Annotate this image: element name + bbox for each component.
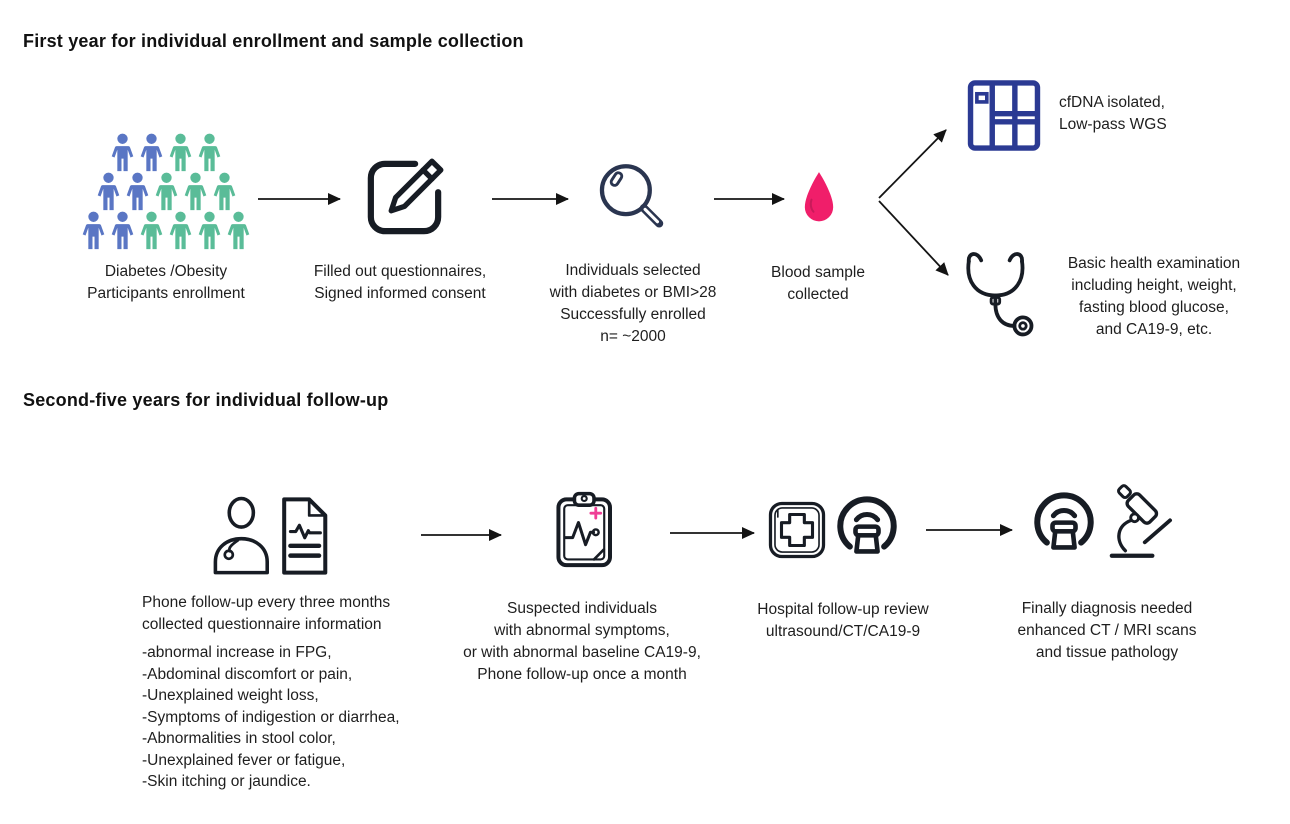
diagnosis-label-line2: enhanced CT / MRI scans xyxy=(1017,622,1197,639)
person-icon xyxy=(80,210,107,251)
magnifier-icon xyxy=(590,156,672,238)
person-icon xyxy=(138,132,165,173)
selection-label xyxy=(521,260,745,348)
microscope-icon xyxy=(1100,481,1176,563)
ultrasound-probe-icon xyxy=(832,492,902,564)
selection-label-line1: Individuals selected xyxy=(565,262,701,279)
phone-symptom-item: -abnormal increase in FPG, xyxy=(142,644,332,661)
arrow-blood-to-exam xyxy=(879,201,948,275)
enrollment-label-line1: Diabetes /Obesity xyxy=(104,263,228,280)
medical-clipboard-icon xyxy=(554,491,618,570)
diagnosis-label xyxy=(995,598,1219,664)
phone-symptom-item: -Symptoms of indigestion or diarrhea, xyxy=(142,708,400,726)
person-icon xyxy=(167,210,194,251)
blood-label-line1: Blood sample xyxy=(771,264,865,281)
wgs-label-line2: Low-pass WGS xyxy=(1059,116,1167,133)
blood-drop-icon xyxy=(799,169,839,227)
phone-followup-label xyxy=(142,592,472,793)
enrollment-label xyxy=(56,261,276,305)
person-icon xyxy=(225,210,252,251)
questionnaire-label-line1: Filled out questionnaires, xyxy=(313,263,487,280)
person-icon xyxy=(196,132,223,173)
crowd-row xyxy=(109,132,223,173)
participants-crowd-icon xyxy=(76,132,256,251)
blood-label xyxy=(760,262,876,306)
wgs-label-line1: cfDNA isolated, xyxy=(1059,94,1165,111)
questionnaire-label-line2: Signed informed consent xyxy=(314,285,486,302)
person-icon xyxy=(211,171,238,212)
diagnosis-label-line3: and tissue pathology xyxy=(1035,644,1179,661)
questionnaire-label xyxy=(292,261,508,305)
person-icon xyxy=(167,132,194,173)
selection-label-line3: Successfully enrolled xyxy=(560,306,706,323)
person-icon xyxy=(153,171,180,212)
crowd-row xyxy=(95,171,238,212)
questionnaire-pencil-icon xyxy=(362,155,447,240)
suspected-label-line1: Suspected individuals xyxy=(507,600,657,617)
hospital-label-line1: Hospital follow-up review xyxy=(757,601,929,618)
hospital-cross-icon xyxy=(766,499,828,561)
crowd-row xyxy=(80,210,252,251)
hospital-label xyxy=(737,599,949,643)
suspected-label-line4: Phone follow-up once a month xyxy=(477,666,687,683)
enrollment-label-line2: Participants enrollment xyxy=(87,285,245,302)
exam-label-line2: including height, weight, xyxy=(1071,277,1237,294)
phone-symptom-item: -Unexplained fever or fatigue, xyxy=(142,751,346,769)
person-icon xyxy=(95,171,122,212)
hospital-label-line2: ultrasound/CT/CA19-9 xyxy=(765,623,921,640)
lab-freezer-icon xyxy=(966,79,1042,152)
exam-label-line1: Basic health examination xyxy=(1067,255,1241,272)
phone-symptom-item: -Abnormalities in stool color, xyxy=(142,730,336,747)
selection-label-line4: n= ~2000 xyxy=(600,328,666,345)
person-icon xyxy=(196,210,223,251)
exam-label-line4: and CA19-9, etc. xyxy=(1095,321,1213,338)
phone-label-line2: collected questionnaire information xyxy=(142,615,382,633)
phone-symptom-item: -Skin itching or jaundice. xyxy=(142,773,311,790)
wgs-label xyxy=(1059,92,1167,136)
suspected-label-line2: with abnormal symptoms, xyxy=(494,622,670,639)
selection-label-line2: with diabetes or BMI>28 xyxy=(549,284,717,301)
person-icon xyxy=(124,171,151,212)
stethoscope-icon xyxy=(963,248,1043,343)
person-icon xyxy=(182,171,209,212)
phone-symptom-item: -Abdominal discomfort or pain, xyxy=(142,665,353,683)
person-icon xyxy=(109,132,136,173)
blood-label-line2: collected xyxy=(787,286,849,303)
exam-label xyxy=(1043,253,1265,341)
section2-title: Second-five years for individual follow-up xyxy=(23,390,389,410)
suspected-label-line3: or with abnormal baseline CA19-9, xyxy=(463,644,701,661)
doctor-report-icon xyxy=(202,494,336,578)
phone-label-line1: Phone follow-up every three months xyxy=(142,594,391,611)
exam-label-line3: fasting blood glucose, xyxy=(1079,299,1229,316)
section1-title: First year for individual enrollment and sample collection xyxy=(23,31,524,51)
ultrasound-probe-icon xyxy=(1029,488,1099,560)
phone-symptom-item: -Unexplained weight loss, xyxy=(142,687,319,704)
suspected-label xyxy=(448,598,716,686)
person-icon xyxy=(138,210,165,251)
arrow-blood-to-wgs xyxy=(879,130,946,198)
phone-symptom-list xyxy=(142,642,472,793)
diagnosis-label-line1: Finally diagnosis needed xyxy=(1021,600,1193,617)
person-icon xyxy=(109,210,136,251)
